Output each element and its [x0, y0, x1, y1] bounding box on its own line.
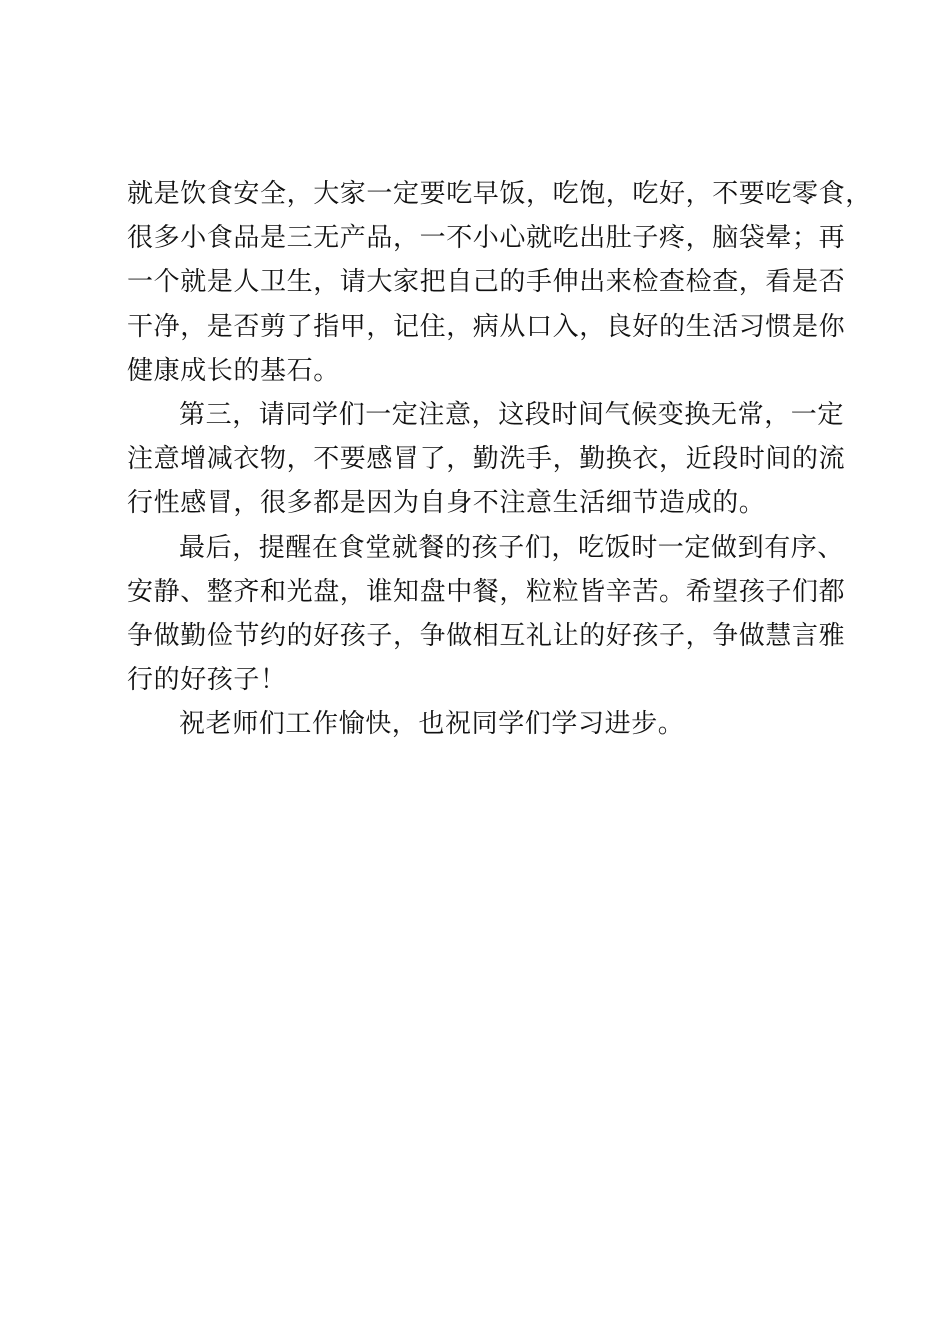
text-line: 行性感冒，很多都是因为自身不注意生活细节造成的。 — [127, 488, 766, 519]
paragraph-start-line: 最后，提醒在食堂就餐的孩子们，吃饭时一定做到有序、 — [179, 532, 845, 563]
text-line: 健康成长的基石。 — [127, 355, 340, 386]
text-line: 争做勤俭节约的好孩子，争做相互礼让的好孩子，争做慧言雅 — [127, 620, 846, 651]
text-line: 干净，是否剪了指甲，记住，病从口入，良好的生活习惯是你 — [127, 311, 846, 342]
text-line: 行的好孩子！ — [127, 665, 287, 696]
text-line: 注意增减衣物，不要感冒了，勤洗手，勤换衣，近段时间的流 — [127, 444, 846, 475]
text-line: 就是饮食安全，大家一定要吃早饭，吃饱，吃好，不要吃零食， — [127, 179, 872, 209]
paragraph-start-line: 第三，请同学们一定注意，这段时间气候变换无常，一定 — [179, 399, 845, 430]
body-text — [127, 172, 872, 746]
paragraph-start-line: 祝老师们工作愉快，也祝同学们学习进步。 — [179, 709, 685, 740]
text-line: 安静、整齐和光盘，谁知盘中餐，粒粒皆辛苦。希望孩子们都 — [127, 576, 846, 607]
text-line: 很多小食品是三无产品，一不小心就吃出肚子疼，脑袋晕；再 — [127, 223, 846, 254]
text-line: 一个就是人卫生，请大家把自己的手伸出来检查检查，看是否 — [127, 267, 846, 298]
